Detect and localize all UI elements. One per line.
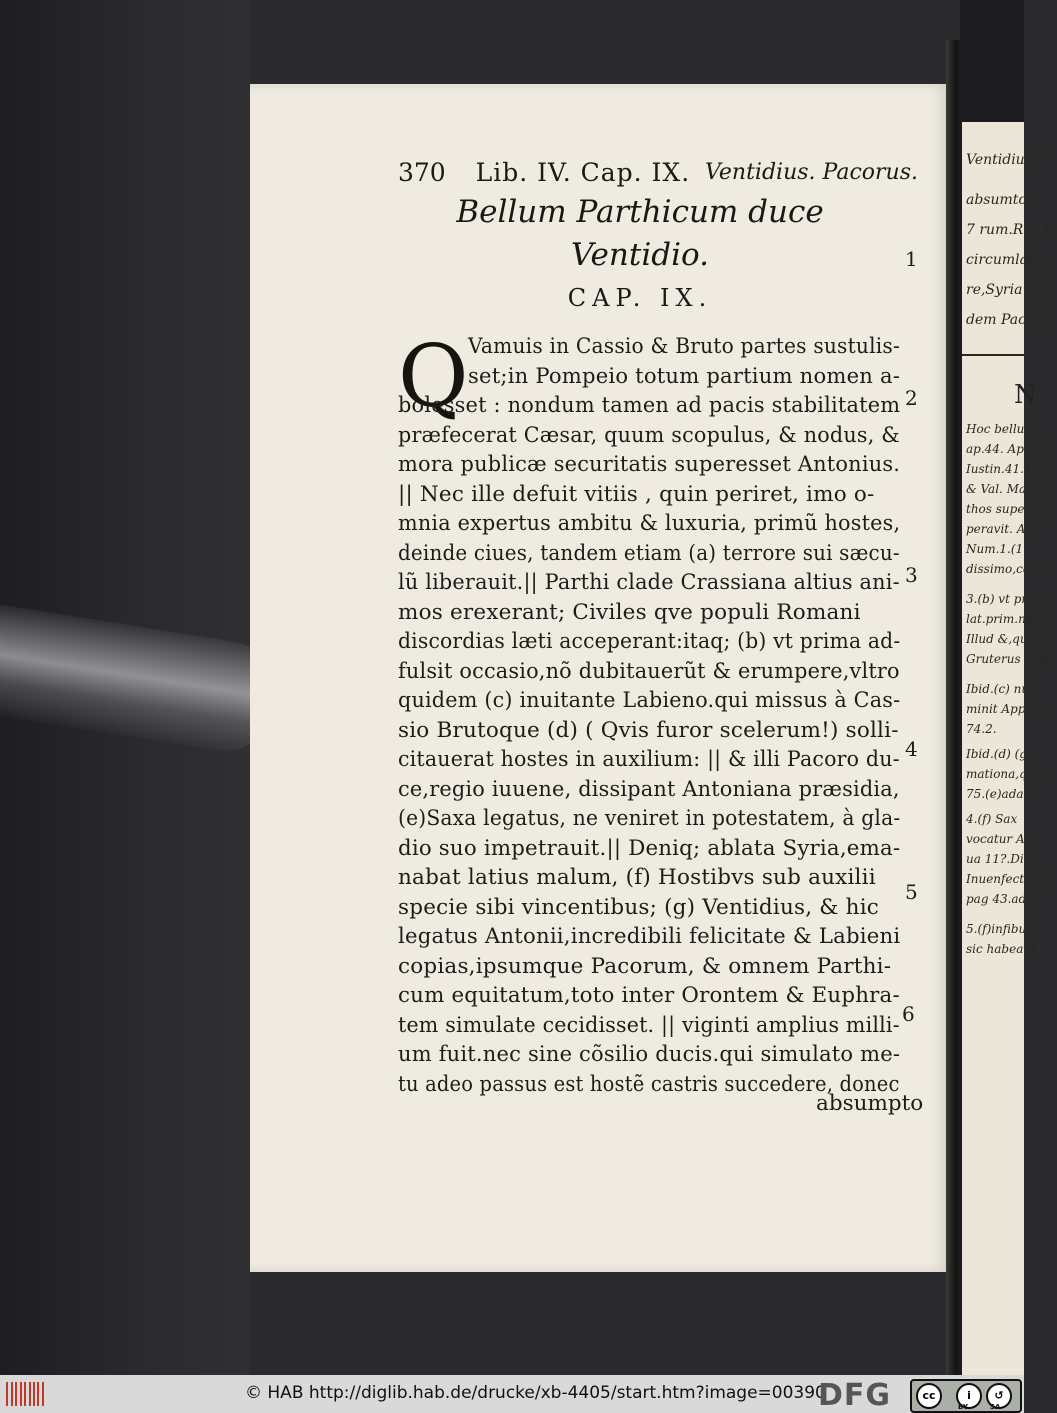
sa-icon: ↺ xyxy=(986,1383,1012,1409)
next-page-line: re,Syria fin xyxy=(966,282,1046,298)
next-page-line: Ibid.(c) nua xyxy=(966,682,1037,696)
body-line: Vamuis in Cassio & Bruto partes sustulis- xyxy=(468,334,900,359)
body-line: um fuit.nec sine cõsilio ducis.qui simulato me- xyxy=(398,1042,901,1067)
next-page-line: lat.prim.nam xyxy=(966,612,1045,626)
running-head-right: Ventidius. Pacorus. xyxy=(705,160,918,185)
margin-number: 2 xyxy=(905,386,918,410)
running-header xyxy=(398,158,918,198)
next-page-initial: N xyxy=(1014,380,1037,410)
body-line: discordias læti acceperant:itaq; (b) vt prima ad- xyxy=(398,629,901,654)
body-line: mnia expertus ambitu & luxuria, primũ hostes, xyxy=(398,511,901,536)
body-line: cum equitatum,toto inter Orontem & Euphra- xyxy=(398,983,900,1008)
next-page-line: thos superati xyxy=(966,502,1046,516)
body-line: nabat latius malum, (f) Hostibvs sub auxilii xyxy=(398,865,876,890)
next-page-line: Ibid.(d) (g xyxy=(966,747,1027,761)
running-head: Lib. IV. Cap. IX. xyxy=(475,158,691,187)
next-page-line: mationa,qua xyxy=(966,767,1042,781)
next-page-line: Iustin.41.4.7 xyxy=(966,462,1043,476)
next-page-line: circumlato xyxy=(966,252,1043,268)
chapter-heading: CAP. IX. xyxy=(567,284,713,312)
body-line: || Nec ille defuit vitiis , quin periret, imo o- xyxy=(398,481,875,507)
next-page-line: ua 11?.Dici xyxy=(966,852,1035,866)
next-page-fragment xyxy=(962,122,1057,1377)
body-line: tem simulate cecidisset. || viginti amplius milli- xyxy=(398,1012,900,1038)
next-page-line: 5.(f)infibu xyxy=(966,922,1027,936)
body-line: dio suo impetrauit.|| Deniq; ablata Syria,ema- xyxy=(398,835,901,861)
next-page-rule xyxy=(962,354,1024,356)
viewer-footer xyxy=(0,1375,1024,1413)
next-page-line: Ventidius P xyxy=(966,152,1046,168)
next-page-line: absumto i xyxy=(966,192,1036,208)
next-page-line: & Val. Max. 6 xyxy=(966,482,1049,496)
body-line: citauerat hostes in auxilium: || & illi Pacoro du- xyxy=(398,747,900,772)
chapter-title-line2: Ventidio. xyxy=(571,237,709,273)
cc-license-badge[interactable] xyxy=(910,1379,1022,1413)
dfg-logo[interactable]: DFG xyxy=(818,1378,892,1413)
body-line: (e)Saxa legatus, ne veniret in potestatem, à gla- xyxy=(398,806,901,831)
body-line: set;in Pompeio totum partium nomen a- xyxy=(468,363,901,389)
body-line: quidem (c) inuitante Labieno.qui missus à Cas- xyxy=(398,688,901,713)
next-page-line: peravit. Aud xyxy=(966,522,1041,536)
margin-number: 5 xyxy=(905,880,918,904)
next-page-line: 7 rum.Rex fe xyxy=(966,222,1057,238)
next-page-line: Hoc bellum xyxy=(966,422,1036,436)
license-sa-label: SA xyxy=(990,1403,1001,1411)
catchword: absumpto xyxy=(816,1091,924,1116)
margin-number: 3 xyxy=(905,563,918,587)
cc-icon: cc xyxy=(916,1383,942,1409)
body-line: lũ liberauit.|| Parthi clade Crassiana altius ani- xyxy=(398,570,900,595)
body-line: tu adeo passus est hostẽ castris succedere, donec xyxy=(398,1071,900,1097)
next-page-line: vocatur App xyxy=(966,832,1041,846)
body-line: ce,regio iuuene, dissipant Antoniana præsidia, xyxy=(398,776,900,802)
chapter-title-line1: Bellum Parthicum duce xyxy=(456,194,824,230)
margin-number: 4 xyxy=(905,737,918,761)
license-by-label: BY xyxy=(958,1403,969,1411)
next-page-line: 74.2. xyxy=(966,722,997,736)
source-link[interactable]: © HAB http://diglib.hab.de/drucke/xb-4405/start.htm?image=00390 xyxy=(245,1383,826,1403)
next-page-line: minit Appiani xyxy=(966,702,1049,716)
next-page-line: 75.(e)adali xyxy=(966,787,1032,801)
barcode-icon xyxy=(6,1382,46,1406)
next-page-line: 3.(b) vt prim xyxy=(966,592,1043,606)
next-page-line: Num.1.(1 xyxy=(966,542,1024,556)
margin-number: 6 xyxy=(902,1002,915,1026)
body-line: fulsit occasio,nõ dubitauerũt & erumpere,vltro xyxy=(398,658,900,684)
body-line: mora publicæ securitatis superesset Antonius. xyxy=(398,452,901,477)
next-page-line: 4.(f) Sax xyxy=(966,812,1018,826)
body-line: deinde ciues, tandem etiam (a) terrore sui sæcu- xyxy=(398,540,900,566)
page-number: 370 xyxy=(398,158,446,187)
body-line: mos erexerant; Civiles qve populi Romani xyxy=(398,599,861,625)
body-line: bolesset : nondum tamen ad pacis stabilitatem xyxy=(398,393,901,418)
body-line: legatus Antonii,incredibili felicitate & Labieni xyxy=(398,924,901,949)
by-icon: i xyxy=(956,1383,982,1409)
margin-number: 1 xyxy=(905,247,918,271)
book-page xyxy=(250,84,950,1272)
next-page-line: ap.44. Appia xyxy=(966,442,1043,456)
next-page-line: Gruterus Nos xyxy=(966,652,1049,666)
body-line: sio Brutoque (d) ( Qvis furor scelerum!) solli- xyxy=(398,717,899,743)
body-line: specie sibi vincentibus; (g) Ventidius, & hic xyxy=(398,894,880,920)
next-page-line: dissimo,cere xyxy=(966,562,1043,576)
next-page-line: dem Pacori xyxy=(966,312,1046,328)
next-page-line: pag 43.adio xyxy=(966,892,1038,906)
next-page-line: Illud &,quod xyxy=(966,632,1043,646)
next-page-line: sic habeant xyxy=(966,942,1036,956)
next-page-line: Inuenfectum xyxy=(966,872,1044,886)
body-line: præfecerat Cæsar, quum scopulus, & nodus, & xyxy=(398,422,900,448)
body-line: copias,ipsumque Pacorum, & omnem Parthi- xyxy=(398,953,892,979)
drop-cap: Q xyxy=(398,327,469,427)
